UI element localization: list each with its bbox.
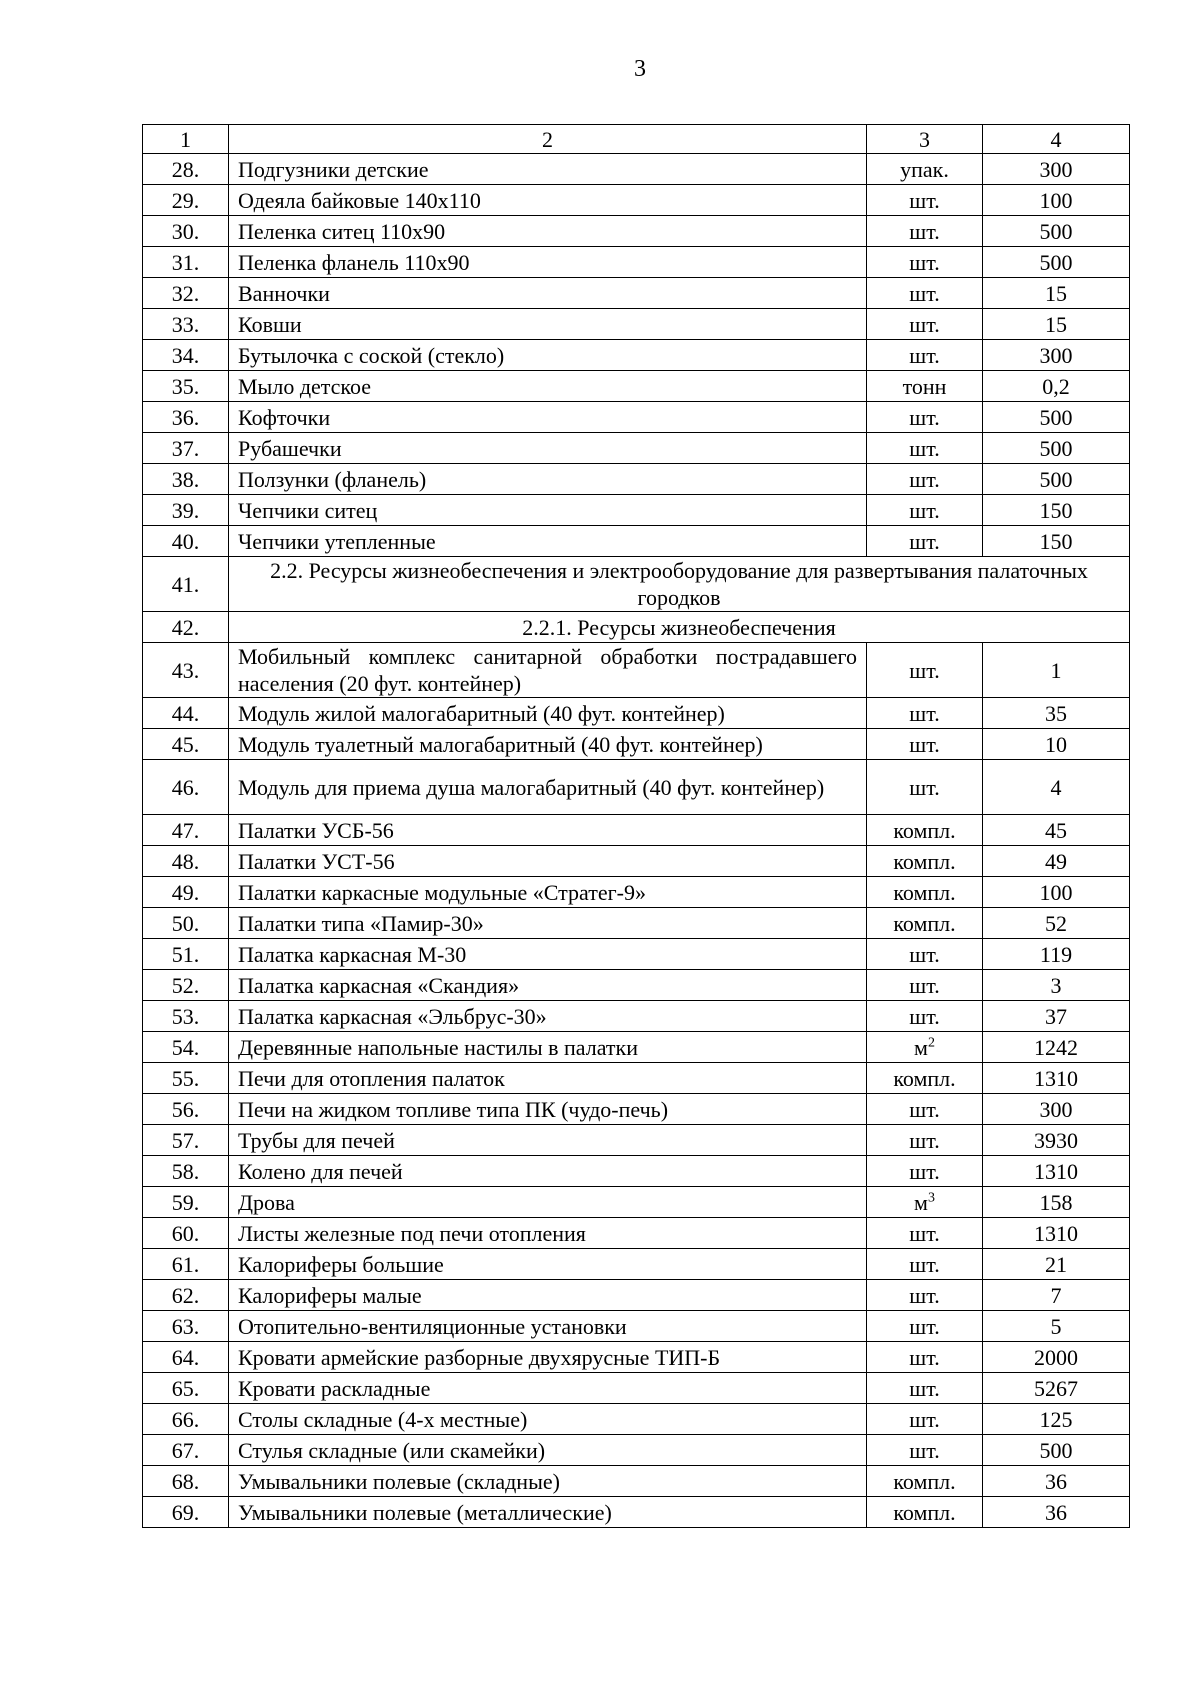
table-row <box>143 1497 1130 1528</box>
item-quantity: 3 <box>983 970 1130 1001</box>
item-unit <box>867 1218 983 1249</box>
item-unit <box>867 216 983 247</box>
unit-text: шт. <box>909 657 940 683</box>
item-unit <box>867 154 983 185</box>
item-quantity: 10 <box>983 729 1130 760</box>
row-number: 47. <box>143 815 229 846</box>
item-quantity: 125 <box>983 1404 1130 1435</box>
item-unit <box>867 433 983 464</box>
row-number: 65. <box>143 1373 229 1404</box>
item-unit <box>867 464 983 495</box>
table-row <box>143 1125 1130 1156</box>
item-quantity: 500 <box>983 464 1130 495</box>
item-quantity: 3930 <box>983 1125 1130 1156</box>
row-number: 34. <box>143 340 229 371</box>
unit-text: шт. <box>909 187 940 213</box>
unit-text: компл. <box>893 910 956 936</box>
item-unit <box>867 877 983 908</box>
row-number: 45. <box>143 729 229 760</box>
unit-text: шт. <box>909 1375 940 1401</box>
item-name: Рубашечки <box>229 433 867 464</box>
item-unit <box>867 247 983 278</box>
item-quantity: 5 <box>983 1311 1130 1342</box>
item-name: Мобильный комплекс санитарной обработки пострадавшего населения (20 фут. контейнер) <box>229 643 867 698</box>
item-quantity: 21 <box>983 1249 1130 1280</box>
table-row <box>143 815 1130 846</box>
row-number: 67. <box>143 1435 229 1466</box>
unit-text: шт. <box>909 1220 940 1246</box>
table-row <box>143 371 1130 402</box>
item-unit <box>867 309 983 340</box>
item-name: Мыло детское <box>229 371 867 402</box>
item-name: Умывальники полевые (складные) <box>229 1466 867 1497</box>
table-row <box>143 278 1130 309</box>
row-number: 66. <box>143 1404 229 1435</box>
item-name: Палатки УСТ-56 <box>229 846 867 877</box>
item-quantity: 300 <box>983 154 1130 185</box>
section-title: 2.2. Ресурсы жизнеобеспечения и электрооборудование для развертывания палаточных городков <box>229 557 1130 612</box>
table-row <box>143 1249 1130 1280</box>
table-row <box>143 1156 1130 1187</box>
unit-text: шт. <box>909 249 940 275</box>
row-number: 50. <box>143 908 229 939</box>
row-number: 36. <box>143 402 229 433</box>
item-name: Столы складные (4-х местные) <box>229 1404 867 1435</box>
section-title: 2.2.1. Ресурсы жизнеобеспечения <box>229 612 1130 643</box>
row-number: 69. <box>143 1497 229 1528</box>
item-name: Печи на жидком топливе типа ПК (чудо-печь) <box>229 1094 867 1125</box>
item-unit <box>867 1032 983 1063</box>
item-quantity: 500 <box>983 433 1130 464</box>
unit-text: шт. <box>909 1344 940 1370</box>
unit-superscript: 3 <box>927 1190 935 1206</box>
item-name: Чепчики ситец <box>229 495 867 526</box>
item-unit <box>867 526 983 557</box>
table-row <box>143 1404 1130 1435</box>
item-quantity: 100 <box>983 185 1130 216</box>
item-unit <box>867 1063 983 1094</box>
column-header-number: 1 <box>143 125 229 154</box>
row-number: 52. <box>143 970 229 1001</box>
item-unit <box>867 1466 983 1497</box>
item-name: Палатки типа «Памир-30» <box>229 908 867 939</box>
table-row <box>143 309 1130 340</box>
item-name: Дрова <box>229 1187 867 1218</box>
row-number: 62. <box>143 1280 229 1311</box>
row-number: 33. <box>143 309 229 340</box>
unit-text: шт. <box>909 774 940 800</box>
item-unit <box>867 1311 983 1342</box>
table-row <box>143 908 1130 939</box>
unit-text: шт. <box>909 1282 940 1308</box>
row-number: 56. <box>143 1094 229 1125</box>
unit-text: шт. <box>909 218 940 244</box>
item-unit <box>867 1156 983 1187</box>
item-unit <box>867 846 983 877</box>
unit-text: шт. <box>909 311 940 337</box>
item-quantity: 300 <box>983 1094 1130 1125</box>
item-unit <box>867 371 983 402</box>
row-number: 42. <box>143 612 229 643</box>
item-name: Чепчики утепленные <box>229 526 867 557</box>
item-quantity: 36 <box>983 1466 1130 1497</box>
row-number: 43. <box>143 643 229 698</box>
unit-text: шт. <box>909 941 940 967</box>
item-unit <box>867 1249 983 1280</box>
row-number: 40. <box>143 526 229 557</box>
table-header-row <box>143 125 1130 154</box>
row-number: 32. <box>143 278 229 309</box>
table-row <box>143 464 1130 495</box>
item-unit <box>867 729 983 760</box>
item-name: Палатки УСБ-56 <box>229 815 867 846</box>
item-quantity: 1242 <box>983 1032 1130 1063</box>
row-number: 58. <box>143 1156 229 1187</box>
unit-text: шт. <box>909 342 940 368</box>
item-name: Палатка каркасная «Эльбрус-30» <box>229 1001 867 1032</box>
item-unit <box>867 970 983 1001</box>
item-name: Печи для отопления палаток <box>229 1063 867 1094</box>
unit-text: шт. <box>909 497 940 523</box>
unit-text: шт. <box>909 1127 940 1153</box>
unit-text: м <box>914 1034 928 1060</box>
unit-text: компл. <box>893 1065 956 1091</box>
table-body <box>143 125 1130 1528</box>
item-unit <box>867 643 983 698</box>
item-unit <box>867 1342 983 1373</box>
row-number: 29. <box>143 185 229 216</box>
table-row <box>143 340 1130 371</box>
row-number: 59. <box>143 1187 229 1218</box>
row-number: 63. <box>143 1311 229 1342</box>
item-unit <box>867 1280 983 1311</box>
row-number: 68. <box>143 1466 229 1497</box>
table-row <box>143 970 1130 1001</box>
item-quantity: 45 <box>983 815 1130 846</box>
item-name: Умывальники полевые (металлические) <box>229 1497 867 1528</box>
row-number: 44. <box>143 698 229 729</box>
item-name: Кровати армейские разборные двухярусные ТИП-Б <box>229 1342 867 1373</box>
item-unit <box>867 1094 983 1125</box>
row-number: 48. <box>143 846 229 877</box>
item-unit <box>867 908 983 939</box>
unit-text: шт. <box>909 1437 940 1463</box>
table-row <box>143 1001 1130 1032</box>
item-quantity: 100 <box>983 877 1130 908</box>
unit-text: шт. <box>909 700 940 726</box>
item-name: Палатки каркасные модульные «Стратег-9» <box>229 877 867 908</box>
item-name: Кофточки <box>229 402 867 433</box>
item-unit <box>867 185 983 216</box>
item-unit <box>867 1001 983 1032</box>
table-row <box>143 154 1130 185</box>
table-row <box>143 939 1130 970</box>
item-quantity: 1310 <box>983 1218 1130 1249</box>
item-name: Подгузники детские <box>229 154 867 185</box>
unit-text: компл. <box>893 879 956 905</box>
item-quantity: 150 <box>983 526 1130 557</box>
item-unit <box>867 815 983 846</box>
table-row <box>143 495 1130 526</box>
table-row <box>143 877 1130 908</box>
unit-superscript: 2 <box>927 1035 935 1051</box>
row-number: 51. <box>143 939 229 970</box>
item-quantity: 500 <box>983 247 1130 278</box>
item-name: Колено для печей <box>229 1156 867 1187</box>
item-quantity: 35 <box>983 698 1130 729</box>
unit-text: тонн <box>902 373 947 399</box>
item-name: Деревянные напольные настилы в палатки <box>229 1032 867 1063</box>
item-unit <box>867 402 983 433</box>
section-row <box>143 612 1130 643</box>
table-row <box>143 1311 1130 1342</box>
table-row <box>143 1218 1130 1249</box>
row-number: 57. <box>143 1125 229 1156</box>
item-unit <box>867 1373 983 1404</box>
item-unit <box>867 939 983 970</box>
item-name: Листы железные под печи отопления <box>229 1218 867 1249</box>
table-row <box>143 846 1130 877</box>
column-header-unit: 3 <box>867 125 983 154</box>
row-number: 55. <box>143 1063 229 1094</box>
item-name: Кровати раскладные <box>229 1373 867 1404</box>
item-unit <box>867 1187 983 1218</box>
item-quantity: 158 <box>983 1187 1130 1218</box>
table-row <box>143 1187 1130 1218</box>
item-quantity: 7 <box>983 1280 1130 1311</box>
item-name: Пеленка фланель 110х90 <box>229 247 867 278</box>
table-row <box>143 760 1130 815</box>
item-quantity: 1 <box>983 643 1130 698</box>
item-quantity: 15 <box>983 309 1130 340</box>
unit-text: компл. <box>893 848 956 874</box>
table-row <box>143 216 1130 247</box>
item-name: Бутылочка с соской (стекло) <box>229 340 867 371</box>
item-name: Трубы для печей <box>229 1125 867 1156</box>
unit-text: шт. <box>909 404 940 430</box>
item-quantity: 4 <box>983 760 1130 815</box>
row-number: 28. <box>143 154 229 185</box>
resources-table <box>142 124 1130 1528</box>
item-unit <box>867 1404 983 1435</box>
item-name: Модуль для приема душа малогабаритный (40 фут. контейнер) <box>229 760 867 815</box>
row-number: 31. <box>143 247 229 278</box>
unit-text: упак. <box>900 156 949 182</box>
item-name: Отопительно-вентиляционные установки <box>229 1311 867 1342</box>
unit-text: шт. <box>909 1251 940 1277</box>
table-row <box>143 698 1130 729</box>
column-header-quantity: 4 <box>983 125 1130 154</box>
item-quantity: 500 <box>983 1435 1130 1466</box>
item-quantity: 150 <box>983 495 1130 526</box>
table-row <box>143 247 1130 278</box>
row-number: 60. <box>143 1218 229 1249</box>
item-name: Палатка каркасная М-30 <box>229 939 867 970</box>
unit-text: шт. <box>909 435 940 461</box>
unit-text: шт. <box>909 1313 940 1339</box>
table-row <box>143 1094 1130 1125</box>
item-quantity: 2000 <box>983 1342 1130 1373</box>
item-name: Ванночки <box>229 278 867 309</box>
row-number: 49. <box>143 877 229 908</box>
table-row <box>143 1032 1130 1063</box>
unit-text: компл. <box>893 1468 956 1494</box>
unit-text: шт. <box>909 972 940 998</box>
item-quantity: 300 <box>983 340 1130 371</box>
row-number: 54. <box>143 1032 229 1063</box>
table-row <box>143 402 1130 433</box>
unit-text: компл. <box>893 817 956 843</box>
table-row <box>143 526 1130 557</box>
table-row <box>143 1280 1130 1311</box>
table-row <box>143 1342 1130 1373</box>
item-name: Стулья складные (или скамейки) <box>229 1435 867 1466</box>
unit-text: шт. <box>909 1406 940 1432</box>
column-header-name: 2 <box>229 125 867 154</box>
item-name: Палатка каркасная «Скандия» <box>229 970 867 1001</box>
unit-text: шт. <box>909 280 940 306</box>
unit-text: шт. <box>909 1003 940 1029</box>
unit-text: м <box>914 1189 928 1215</box>
unit-text: шт. <box>909 528 940 554</box>
item-unit <box>867 340 983 371</box>
unit-text: шт. <box>909 1158 940 1184</box>
table-row <box>143 433 1130 464</box>
item-quantity: 1310 <box>983 1063 1130 1094</box>
item-quantity: 5267 <box>983 1373 1130 1404</box>
item-quantity: 500 <box>983 216 1130 247</box>
item-quantity: 37 <box>983 1001 1130 1032</box>
item-unit <box>867 1497 983 1528</box>
table-row <box>143 1435 1130 1466</box>
unit-text: шт. <box>909 1096 940 1122</box>
table-row <box>143 1373 1130 1404</box>
item-quantity: 15 <box>983 278 1130 309</box>
table-row <box>143 1063 1130 1094</box>
row-number: 61. <box>143 1249 229 1280</box>
item-name: Калориферы большие <box>229 1249 867 1280</box>
item-quantity: 36 <box>983 1497 1130 1528</box>
row-number: 41. <box>143 557 229 612</box>
table-row <box>143 1466 1130 1497</box>
row-number: 39. <box>143 495 229 526</box>
row-number: 38. <box>143 464 229 495</box>
item-name: Одеяла байковые 140х110 <box>229 185 867 216</box>
table-row <box>143 185 1130 216</box>
unit-text: компл. <box>893 1499 956 1525</box>
table-row <box>143 643 1130 698</box>
item-quantity: 52 <box>983 908 1130 939</box>
item-quantity: 49 <box>983 846 1130 877</box>
row-number: 30. <box>143 216 229 247</box>
item-name: Модуль жилой малогабаритный (40 фут. контейнер) <box>229 698 867 729</box>
item-quantity: 500 <box>983 402 1130 433</box>
row-number: 37. <box>143 433 229 464</box>
item-name: Ползунки (фланель) <box>229 464 867 495</box>
row-number: 46. <box>143 760 229 815</box>
item-quantity: 0,2 <box>983 371 1130 402</box>
table-row <box>143 729 1130 760</box>
item-unit <box>867 1435 983 1466</box>
row-number: 53. <box>143 1001 229 1032</box>
item-unit <box>867 760 983 815</box>
item-quantity: 119 <box>983 939 1130 970</box>
item-name: Ковши <box>229 309 867 340</box>
item-name: Калориферы малые <box>229 1280 867 1311</box>
row-number: 35. <box>143 371 229 402</box>
page-number: 3 <box>634 56 646 82</box>
item-name: Пеленка ситец 110х90 <box>229 216 867 247</box>
row-number: 64. <box>143 1342 229 1373</box>
item-unit <box>867 1125 983 1156</box>
item-unit <box>867 495 983 526</box>
item-quantity: 1310 <box>983 1156 1130 1187</box>
item-unit <box>867 698 983 729</box>
unit-text: шт. <box>909 731 940 757</box>
item-unit <box>867 278 983 309</box>
unit-text: шт. <box>909 466 940 492</box>
item-name: Модуль туалетный малогабаритный (40 фут. контейнер) <box>229 729 867 760</box>
section-row <box>143 557 1130 612</box>
